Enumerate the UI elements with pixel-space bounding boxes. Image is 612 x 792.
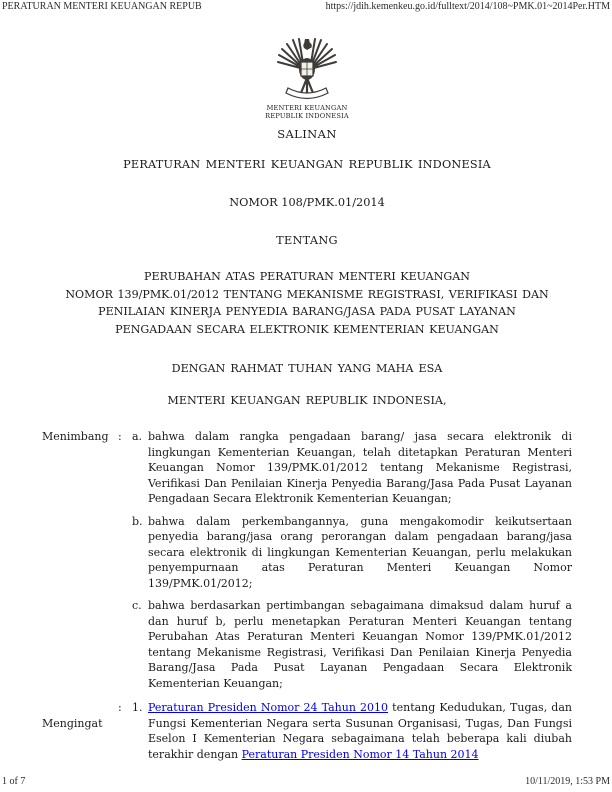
- clause-text: bahwa dalam rangka pengadaan barang/ jasa secara elektronik di lingkungan Kementerian Keuangan, telah ditetapkan Peraturan Menteri Keuangan Nomor 139/PMK.01/2012 tentang Mekanisme Registrasi, Verifikasi Dan Penilaian Kinerja Penyedia Barang/Jasa Pada Pusat Layanan Pengadaan Secara Elektronik Kementerian Keuangan;: [148, 430, 572, 505]
- item-marker: a.: [132, 430, 143, 443]
- clause-text: bahwa dalam perkembangannya, guna mengakomodir keikutsertaan penyedia barang/jasa orang perorangan dalam pengadaan barang/jasa secara elektronik di lingkungan Kementerian Keuangan, perlu melakukan penyempurnaan atas Peraturan Menteri Keuangan Nomor 139/PMK.01/2012;: [148, 514, 572, 590]
- print-header-title: PERATURAN MENTERI KEUANGAN REPUB: [2, 1, 202, 12]
- item-marker: b.: [132, 514, 143, 528]
- print-header: [2, 1, 610, 12]
- print-header-url: https://jdih.kemenkeu.go.id/fulltext/2014/108~PMK.01~2014Per.HTM: [325, 1, 610, 12]
- invocation-line: DENGAN RAHMAT TUHAN YANG MAHA ESA: [171, 362, 443, 375]
- item-marker: 1.: [132, 701, 143, 714]
- mengingat-item-1: [42, 700, 572, 762]
- salinan-stamp: SALINAN: [277, 127, 337, 141]
- page-number: 1 of 7: [2, 776, 26, 787]
- authority-line: MENTERI KEUANGAN REPUBLIK INDONESIA,: [167, 393, 447, 407]
- menimbang-label: Menimbang: [42, 430, 109, 443]
- regulation-number: NOMOR 108/PMK.01/2014: [229, 196, 385, 209]
- clause-text: bahwa berdasarkan pertimbangan sebagaimana dimaksud dalam huruf a dan huruf b, perlu menetapkan Peraturan Menteri Keuangan tentang Perubahan Atas Peraturan Menteri Keuangan Nomor 139/PMK.01/2012 tentang Mekanisme Registrasi, Verifikasi Dan Penilaian Kinerja Penyedia Barang/Jasa Pada Pusat Layanan Pengadaan Secara Elektronik Kementerian Keuangan;: [148, 599, 572, 690]
- emblem-block: [42, 38, 572, 120]
- colon-separator: :: [118, 430, 122, 443]
- emblem-caption-line1: MENTERI KEUANGAN: [266, 104, 348, 112]
- garuda-pancasila-icon: [276, 38, 338, 102]
- menimbang-item-c: [42, 598, 572, 691]
- emblem-caption-line2: REPUBLIK INDONESIA: [265, 112, 349, 120]
- mengingat-label: Mengingat: [42, 716, 103, 730]
- title-line: PENILAIAN KINERJA PENYEDIA BARANG/JASA PADA PUSAT LAYANAN: [98, 305, 516, 318]
- menimbang-item-a: [42, 429, 572, 507]
- regulation-heading: PERATURAN MENTERI KEUANGAN REPUBLIK INDONESIA: [123, 157, 491, 171]
- title-line: PERUBAHAN ATAS PERATURAN MENTERI KEUANGAN: [144, 270, 470, 283]
- title-line: NOMOR 139/PMK.01/2012 TENTANG MEKANISME REGISTRASI, VERIFIKASI DAN: [65, 287, 549, 301]
- mengingat-body-text: tentang Kedudukan, Tugas, dan Fungsi Kementerian Negara serta Susunan Organisasi, Tugas, Dan Fungsi Eselon I Kementerian Negara sebagaimana telah beberapa kali diubah terakhir dengan: [148, 701, 572, 761]
- clause-text: [148, 700, 572, 762]
- link-perpres-14-2014[interactable]: Peraturan Presiden Nomor 14 Tahun 2014: [241, 747, 479, 761]
- print-timestamp: 10/11/2019, 1:53 PM: [525, 776, 610, 787]
- preamble-clauses: [42, 429, 572, 762]
- print-footer: [2, 776, 610, 787]
- tentang-label: TENTANG: [276, 233, 338, 247]
- item-marker: c.: [132, 599, 142, 612]
- title-line: PENGADAAN SECARA ELEKTRONIK KEMENTERIAN KEUANGAN: [115, 322, 499, 336]
- regulation-document: [42, 38, 572, 762]
- regulation-title: [42, 268, 572, 338]
- colon-separator: :: [118, 701, 122, 714]
- menimbang-item-b: [42, 514, 572, 592]
- link-perpres-24-2010[interactable]: Peraturan Presiden Nomor 24 Tahun 2010: [148, 701, 389, 714]
